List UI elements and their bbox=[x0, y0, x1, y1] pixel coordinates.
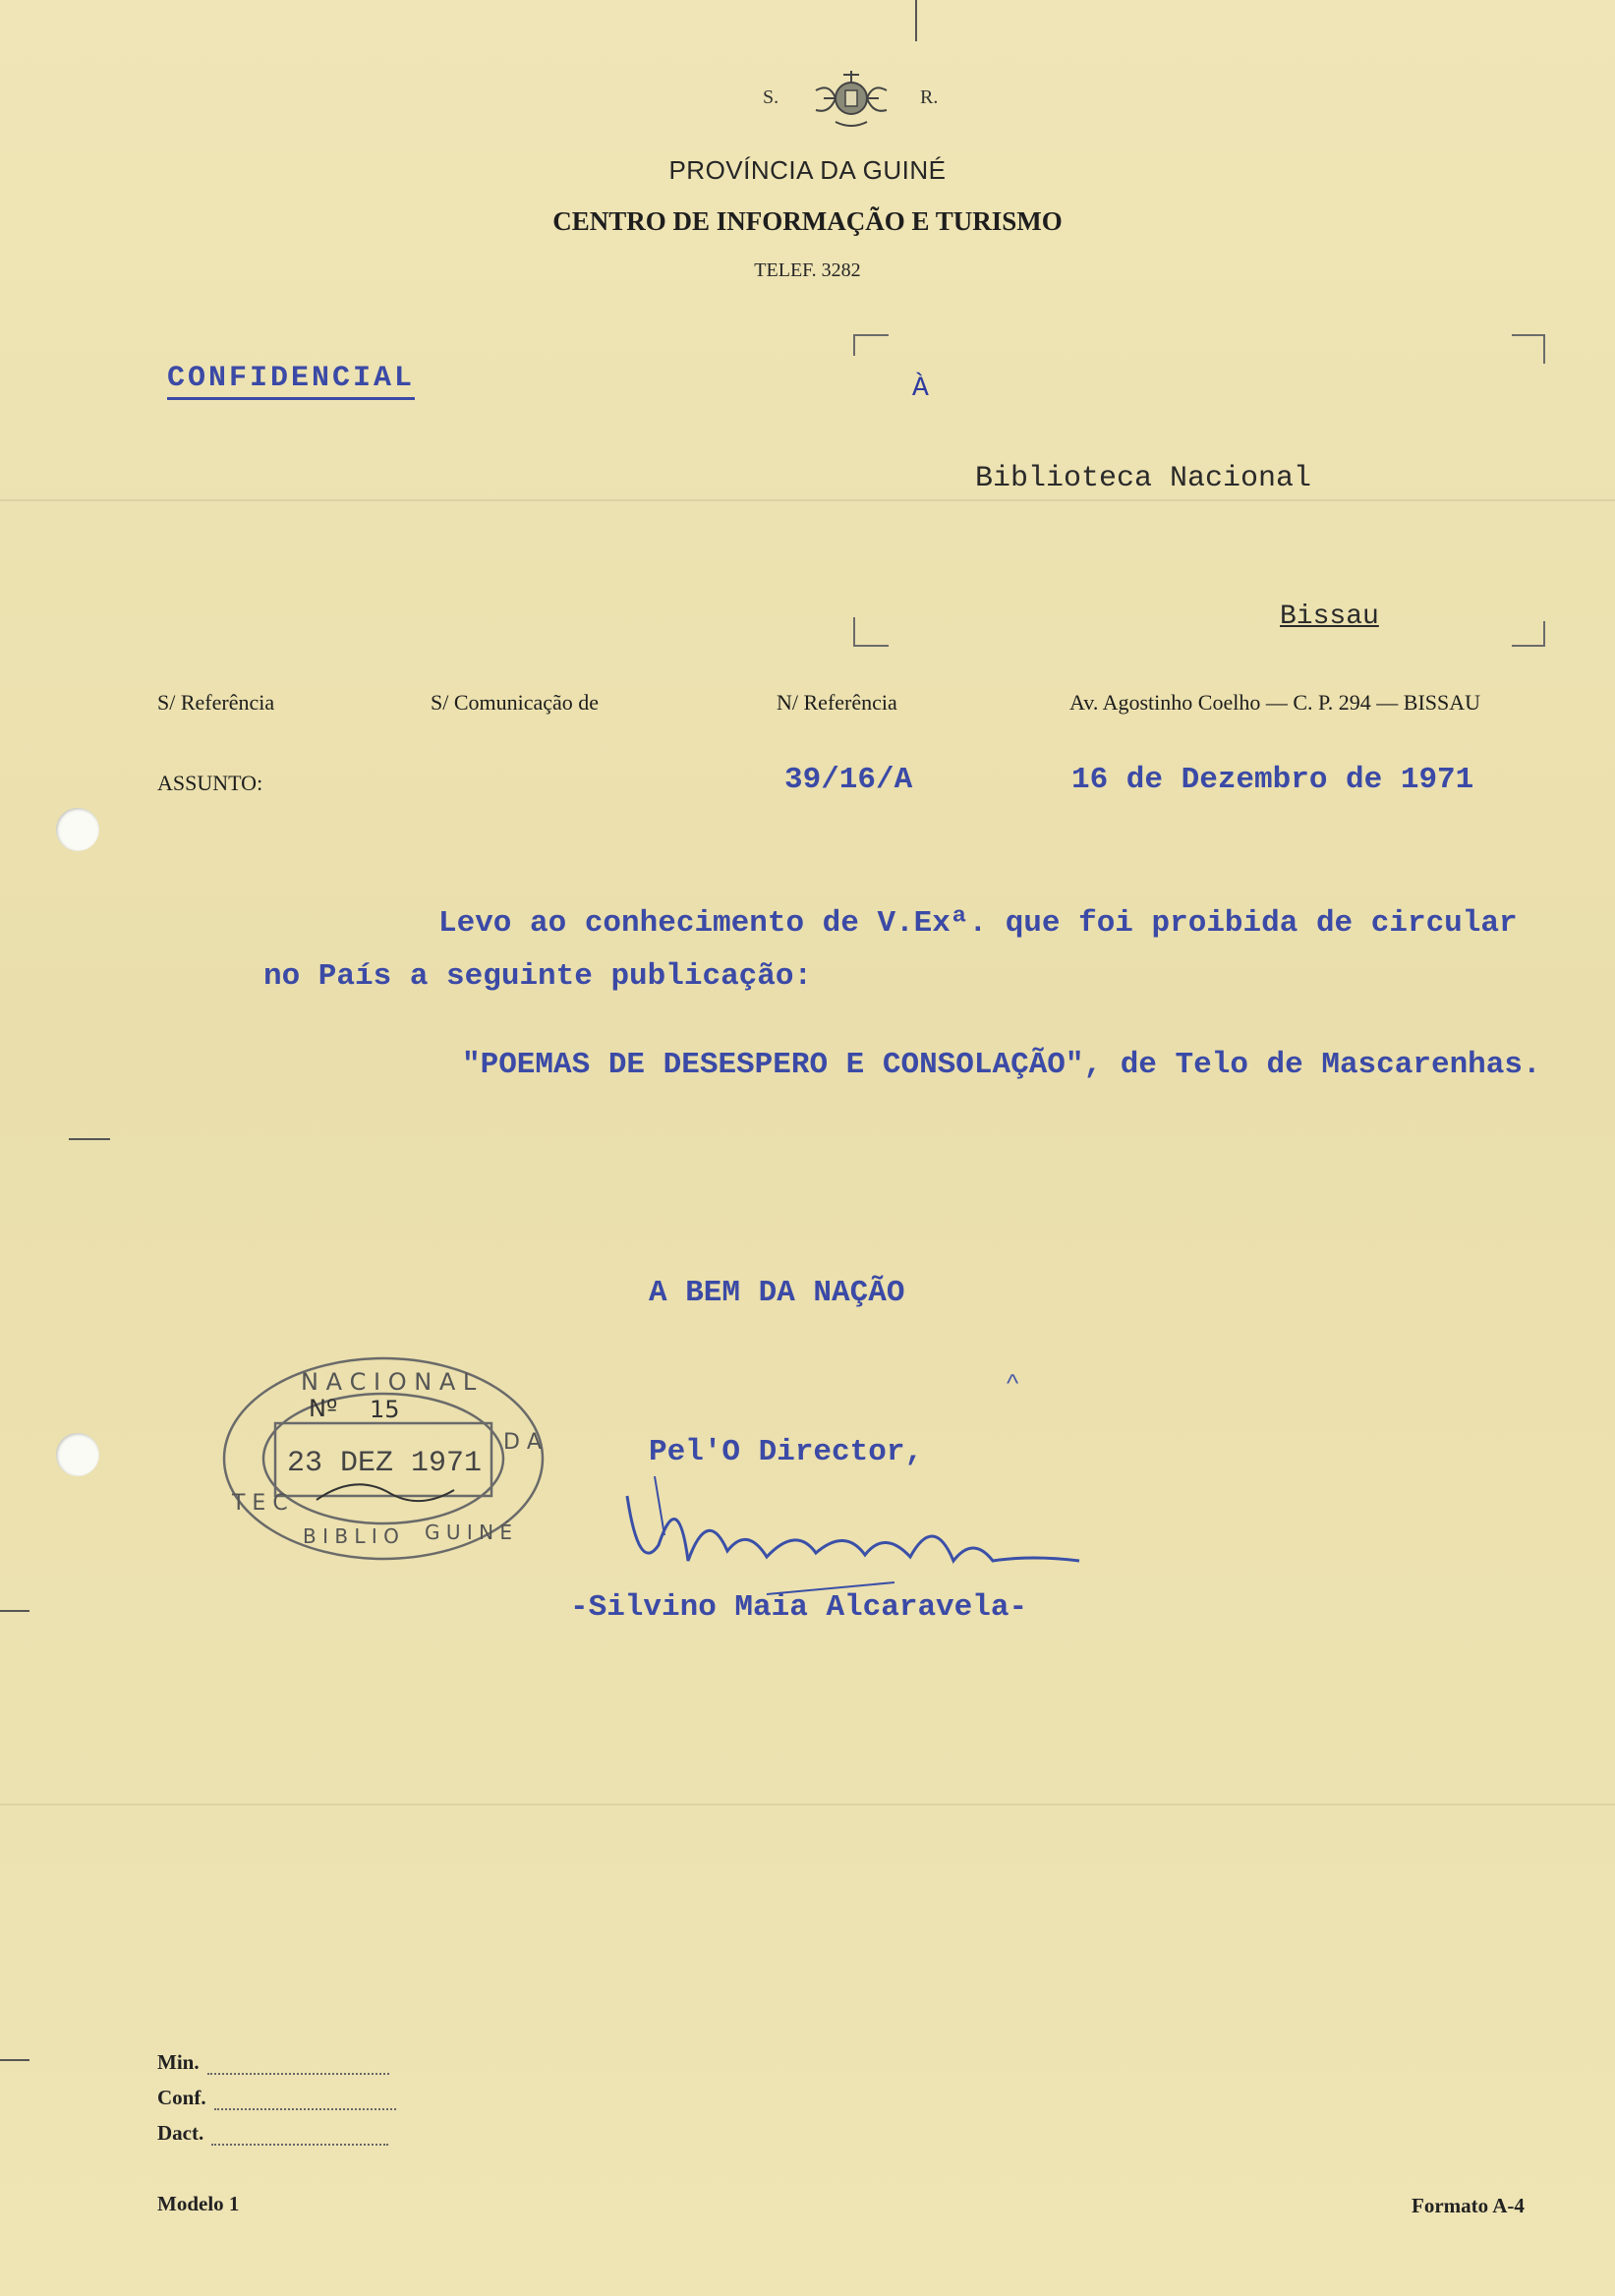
our-reference-label: N/ Referência bbox=[777, 690, 897, 715]
svg-text:15: 15 bbox=[370, 1396, 400, 1423]
province-name: PROVÍNCIA DA GUINÉ bbox=[668, 155, 947, 185]
sender-address: Av. Agostinho Coelho — C. P. 294 — BISSAU bbox=[1069, 690, 1481, 715]
punch-hole bbox=[56, 1433, 99, 1476]
letter-date: 16 de Dezembro de 1971 bbox=[1071, 763, 1474, 797]
address-corner bbox=[853, 617, 889, 647]
address-corner bbox=[1512, 621, 1545, 647]
coat-of-arms-icon bbox=[806, 65, 896, 136]
footer-dact: Dact. bbox=[157, 2121, 388, 2146]
top-mark bbox=[915, 0, 917, 41]
signatory-name: -Silvino Maia Alcaravela- bbox=[570, 1590, 1028, 1625]
recipient-name: Biblioteca Nacional bbox=[975, 462, 1312, 495]
telephone: TELEF. 3282 bbox=[754, 259, 861, 281]
svg-text:T E C: T E C bbox=[232, 1491, 288, 1516]
footer-min: Min. bbox=[157, 2050, 389, 2075]
organization-name: CENTRO DE INFORMAÇÃO E TURISMO bbox=[552, 206, 1063, 236]
publication-title: "POEMAS DE DESESPERO E CONSOLAÇÃO", de Telo de Mascarenhas. bbox=[462, 1048, 1541, 1082]
fold-line bbox=[0, 1804, 1615, 1806]
footer-conf: Conf. bbox=[157, 2086, 396, 2110]
body-line-2: no País a seguinte publicação: bbox=[263, 959, 813, 994]
recipient-city: Bissau bbox=[1280, 602, 1379, 632]
margin-mark bbox=[0, 2059, 29, 2061]
our-reference-value: 39/16/A bbox=[784, 763, 913, 797]
your-reference-label: S/ Referência bbox=[157, 690, 275, 715]
form-model: Modelo 1 bbox=[157, 2192, 240, 2215]
svg-text:G U I N É: G U I N É bbox=[425, 1521, 513, 1544]
recipient-prefix: À bbox=[912, 373, 929, 404]
svg-text:N A C I O N A L: N A C I O N A L bbox=[301, 1368, 477, 1396]
address-corner bbox=[1512, 334, 1545, 364]
punch-hole bbox=[56, 808, 99, 851]
paper-format: Formato A-4 bbox=[1412, 2194, 1525, 2217]
library-receipt-stamp bbox=[218, 1352, 548, 1565]
header-left-initial: S. bbox=[763, 86, 779, 108]
your-communication-label: S/ Comunicação de bbox=[431, 690, 600, 715]
subject-label: ASSUNTO: bbox=[157, 771, 263, 795]
header-right-initial: R. bbox=[920, 86, 939, 108]
margin-mark bbox=[0, 1610, 29, 1612]
caret-mark: ^ bbox=[1007, 1368, 1019, 1398]
margin-mark bbox=[69, 1138, 110, 1140]
handwritten-signature bbox=[619, 1466, 1091, 1604]
svg-text:Nº: Nº bbox=[309, 1395, 338, 1422]
svg-text:D A: D A bbox=[503, 1430, 542, 1455]
stamp-date: 23 DEZ 1971 bbox=[287, 1447, 483, 1480]
fold-line bbox=[0, 499, 1615, 501]
confidential-stamp: CONFIDENCIAL bbox=[167, 362, 415, 400]
svg-text:B I B L I O: B I B L I O bbox=[303, 1524, 399, 1548]
signatory-title: Pel'O Director, bbox=[649, 1435, 924, 1469]
body-line-1: Levo ao conhecimento de V.Exª. que foi proibida de circular bbox=[438, 906, 1518, 941]
closing-salutation: A BEM DA NAÇÃO bbox=[649, 1276, 905, 1310]
address-corner bbox=[853, 334, 889, 356]
